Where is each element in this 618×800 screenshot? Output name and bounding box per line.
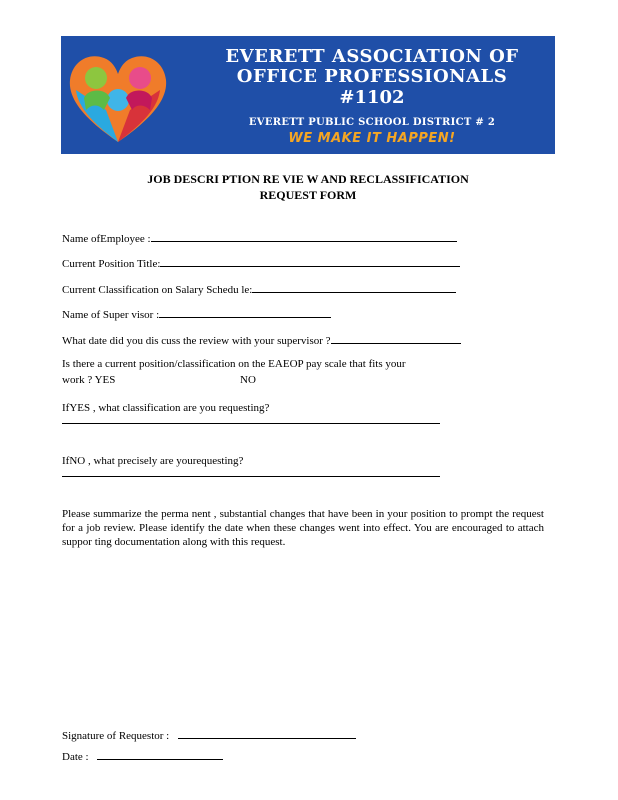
- slogan: WE MAKE IT HAPPEN!: [288, 131, 456, 146]
- date-row: [62, 748, 223, 763]
- if-yes-label: IfYES , what classification are you requesting?: [62, 402, 270, 414]
- date-field[interactable]: [97, 748, 223, 760]
- supervisor-row: [62, 306, 331, 321]
- discuss-date-field[interactable]: [331, 332, 461, 344]
- org-name-line1: EVERETT ASSOCIATION OF: [225, 46, 519, 67]
- org-name-line2: OFFICE PROFESSIONALS: [236, 66, 508, 87]
- header-banner: [61, 36, 555, 154]
- supervisor-label: Name of Super visor :: [62, 309, 160, 321]
- discuss-date-label: What date did you dis cuss the review with your supervisor ?: [62, 335, 331, 347]
- classification-label: Current Classification on Salary Schedu le:: [62, 284, 253, 296]
- date-label: Date :: [62, 751, 89, 763]
- form-title-line2: REQUEST FORM: [259, 188, 357, 202]
- org-number: #1102: [339, 87, 405, 108]
- employee-name-label: Name ofEmployee :: [62, 233, 151, 245]
- position-title-label: Current Position Title:: [62, 258, 161, 270]
- supervisor-field[interactable]: [159, 306, 331, 318]
- yes-option[interactable]: work ? YES: [62, 374, 116, 386]
- classification-row: [62, 281, 456, 296]
- signature-label: Signature of Requestor :: [62, 730, 170, 742]
- classification-field[interactable]: [252, 281, 456, 293]
- if-no-label: IfNO , what precisely are yourequesting?: [62, 455, 244, 467]
- position-title-field[interactable]: [160, 255, 460, 267]
- employee-name-row: [62, 230, 457, 245]
- employee-name-field[interactable]: [151, 230, 457, 242]
- position-title-row: [62, 255, 460, 270]
- heart-people-logo-icon: [66, 50, 170, 146]
- district-name: EVERETT PUBLIC SCHOOL DISTRICT # 2: [248, 117, 496, 128]
- signature-field[interactable]: [178, 727, 356, 739]
- if-no-answer-field[interactable]: [62, 476, 440, 477]
- summary-instructions: Please summarize the perma nent , substantial changes that have been in your position to prompt the request for a job review. Please identify the date when these changes went into effect. You are encouraged to attach suppor ting documentation along with this request.: [62, 508, 544, 548]
- no-option[interactable]: NO: [240, 374, 256, 386]
- position-question-line2: [62, 374, 256, 386]
- discuss-date-row: [62, 332, 461, 347]
- signature-row: [62, 727, 356, 742]
- organization-name: [201, 46, 543, 146]
- position-question-line1: Is there a current position/classification on the EAEOP pay scale that fits your: [62, 358, 406, 370]
- if-yes-answer-field[interactable]: [62, 423, 440, 424]
- form-title-line1: JOB DESCRI PTION RE VIE W AND RECLASSIFICATION: [147, 172, 469, 186]
